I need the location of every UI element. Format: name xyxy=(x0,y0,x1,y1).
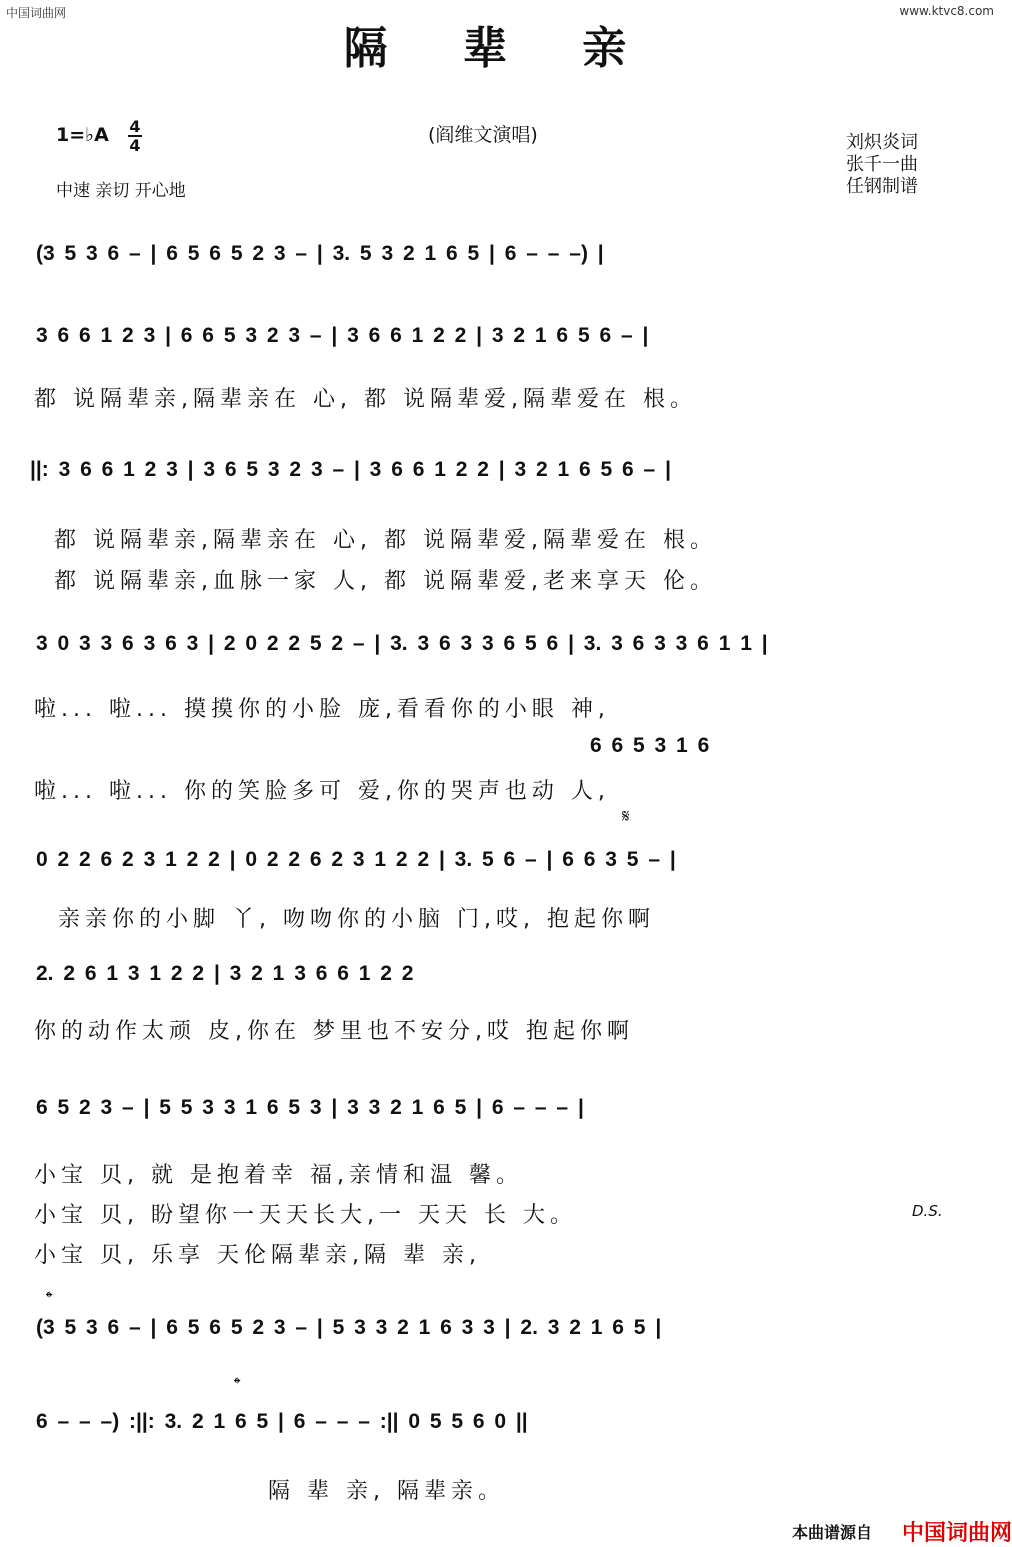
notation-line: ||: 3 6 6 1 2 3 | 3 6 5 3 2 3 – | 3 6 6 1 2 2 | 3 2 1 6 5 6 – | xyxy=(30,458,671,481)
lyric-line: 小宝 贝, 就 是抱着幸 福,亲情和温 馨。 xyxy=(34,1163,523,1188)
time-top: 4 xyxy=(129,117,141,136)
watermark-left: 中国词曲网 xyxy=(6,6,67,20)
credits xyxy=(846,132,918,198)
time-signature xyxy=(128,118,142,154)
time-bottom: 4 xyxy=(129,136,141,155)
lyric-line: 都 说隔辈亲,隔辈亲在 心, 都 说隔辈爱,隔辈爱在 根。 xyxy=(54,528,717,553)
notation-line: 3 6 6 1 2 3 | 6 6 5 3 2 3 – | 3 6 6 1 2 2 | 3 2 1 6 5 6 – | xyxy=(36,324,649,347)
ds-marking: D.S. xyxy=(912,1202,943,1220)
lyric-line: 小宝 贝, 乐享 天伦隔辈亲,隔 辈 亲, xyxy=(34,1243,481,1268)
segno-sign: 𝄋 xyxy=(622,806,630,827)
footer-site-link[interactable]: 中国词曲网 xyxy=(902,1521,1012,1546)
lyric-line: 隔 辈 亲, 隔辈亲。 xyxy=(268,1479,505,1504)
lyric-line: 小宝 贝, 盼望你一天天长大,一 天天 长 大。 xyxy=(34,1203,577,1228)
coda-sign: 𝄌 xyxy=(234,1374,241,1395)
notation-line: 6 6 5 3 1 6 xyxy=(590,734,710,757)
singer-credit: (阎维文演唱) xyxy=(428,124,538,146)
lyric-line: 都 说隔辈亲,血脉一家 人, 都 说隔辈爱,老来享天 伦。 xyxy=(54,569,717,594)
lyric-line: 你的动作太顽 皮,你在 梦里也不安分,哎 抱起你啊 xyxy=(34,1019,634,1044)
notation-line: 6 5 2 3 – | 5 5 3 3 1 6 5 3 | 3 3 2 1 6 5 | 6 – – – | xyxy=(36,1096,584,1119)
composer-credit: 张千一曲 xyxy=(846,154,918,175)
page-title: 隔 辈 亲 xyxy=(343,23,657,74)
notation-line: 2. 2 6 1 3 1 2 2 | 3 2 1 3 6 6 1 2 2 xyxy=(36,962,414,985)
tempo-marking: 中速 亲切 开心地 xyxy=(56,181,186,201)
lyric-line: 啦... 啦... 你的笑脸多可 爱,你的哭声也动 人, xyxy=(34,779,610,804)
notation-line: (3 5 3 6 – | 6 5 6 5 2 3 – | 5 3 3 2 1 6 3 3 | 2. 3 2 1 6 5 | xyxy=(36,1316,662,1339)
notation-line: 6 – – –) :||: 3. 2 1 6 5 | 6 – – – :|| 0 5 5 6 0 || xyxy=(36,1410,528,1433)
lyricist-credit: 刘炽炎词 xyxy=(846,132,918,153)
lyric-line: 亲亲你的小脚 丫, 吻吻你的小脑 门,哎, 抱起你啊 xyxy=(58,907,655,932)
lyric-line: 都 说隔辈亲,隔辈亲在 心, 都 说隔辈爱,隔辈爱在 根。 xyxy=(34,387,697,412)
lyric-line: 啦... 啦... 摸摸你的小脸 庞,看看你的小眼 神, xyxy=(34,697,610,722)
coda-sign: 𝄌 xyxy=(46,1288,53,1309)
notation-line: 3 0 3 3 6 3 6 3 | 2 0 2 2 5 2 – | 3. 3 6 3 3 6 5 6 | 3. 3 6 3 3 6 1 1 | xyxy=(36,632,768,655)
key-signature: 1=♭A xyxy=(56,124,109,146)
footer-source-label: 本曲谱源自 xyxy=(792,1523,873,1542)
notation-line: (3 5 3 6 – | 6 5 6 5 2 3 – | 3. 5 3 2 1 6 5 | 6 – – –) | xyxy=(36,242,604,265)
engraver-credit: 任钢制谱 xyxy=(846,176,918,197)
watermark-right: www.ktvc8.com xyxy=(899,4,994,18)
notation-line: 0 2 2 6 2 3 1 2 2 | 0 2 2 6 2 3 1 2 2 | 3. 5 6 – | 6 6 3 5 – | xyxy=(36,848,676,871)
